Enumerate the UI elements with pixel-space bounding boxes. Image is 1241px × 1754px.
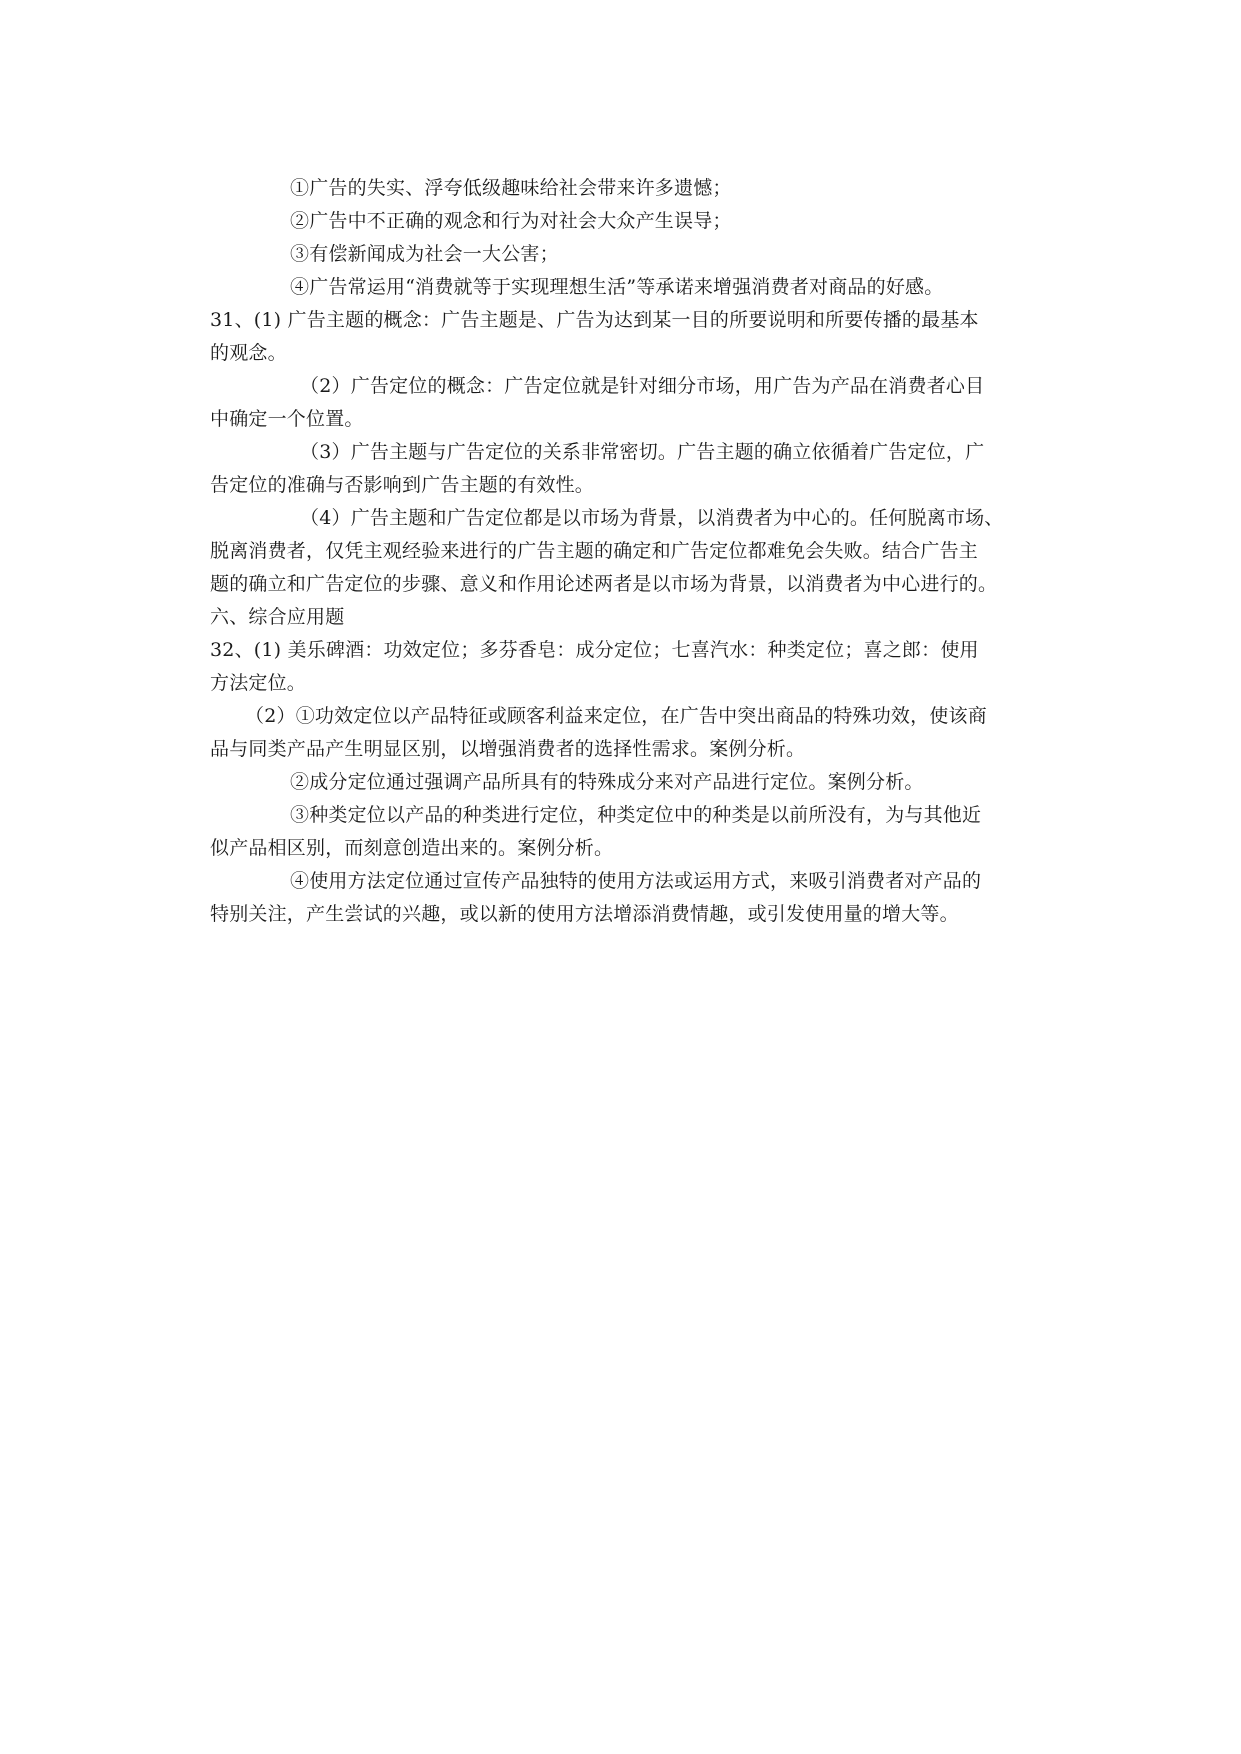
text-line: ②广告中不正确的观念和行为对社会大众产生误导； [290,210,732,232]
text-line: 31、(1) 广告主题的概念：广告主题是、广告为达到某一目的所要说明和所要传播的最基本 [210,309,979,331]
text-line: 特别关注，产生尝试的兴趣，或以新的使用方法增添消费情趣，或引发使用量的增大等。 [210,903,959,925]
text-line: ②成分定位通过强调产品所具有的特殊成分来对产品进行定位。案例分析。 [290,771,924,793]
text-line: ④使用方法定位通过宣传产品独特的使用方法或运用方式，来吸引消费者对产品的 [290,870,982,892]
text-line: （4）广告主题和广告定位都是以市场为背景，以消费者为中心的。任何脱离市场、 [300,507,1004,529]
text-line: ①广告的失实、浮夸低级趣味给社会带来许多遗憾； [290,177,732,199]
text-line: 告定位的准确与否影响到广告主题的有效性。 [210,474,595,496]
text-line: 32、(1) 美乐碑酒：功效定位；多芬香皂：成分定位；七喜汽水：种类定位；喜之郎：使用 [210,639,979,661]
text-line: （3）广告主题与广告定位的关系非常密切。广告主题的确立依循着广告定位，广 [300,441,985,463]
text-line: 中确定一个位置。 [210,408,364,430]
text-line: 似产品相区别，而刻意创造出来的。案例分析。 [210,837,614,859]
text-line: ③种类定位以产品的种类进行定位，种类定位中的种类是以前所没有，为与其他近 [290,804,982,826]
text-line: ③有偿新闻成为社会一大公害； [290,243,559,265]
text-line: 品与同类产品产生明显区别，以增强消费者的选择性需求。案例分析。 [210,738,806,760]
section-heading: 六、综合应用题 [210,606,345,628]
text-line: 的观念。 [210,342,287,364]
text-line: 方法定位。 [210,672,307,694]
text-line: 题的确立和广告定位的步骤、意义和作用论述两者是以市场为背景，以消费者为中心进行的。 [210,573,998,595]
text-line: ④广告常运用“消费就等于实现理想生活”等承诺来增强消费者对商品的好感。 [290,276,944,298]
text-line: （2）①功效定位以产品特征或顾客利益来定位，在广告中突出商品的特殊功效，使该商 [245,705,987,727]
text-line: （2）广告定位的概念：广告定位就是针对细分市场，用广告为产品在消费者心目 [300,375,985,397]
text-line: 脱离消费者，仅凭主观经验来进行的广告主题的确定和广告定位都难免会失败。结合广告主 [210,540,979,562]
